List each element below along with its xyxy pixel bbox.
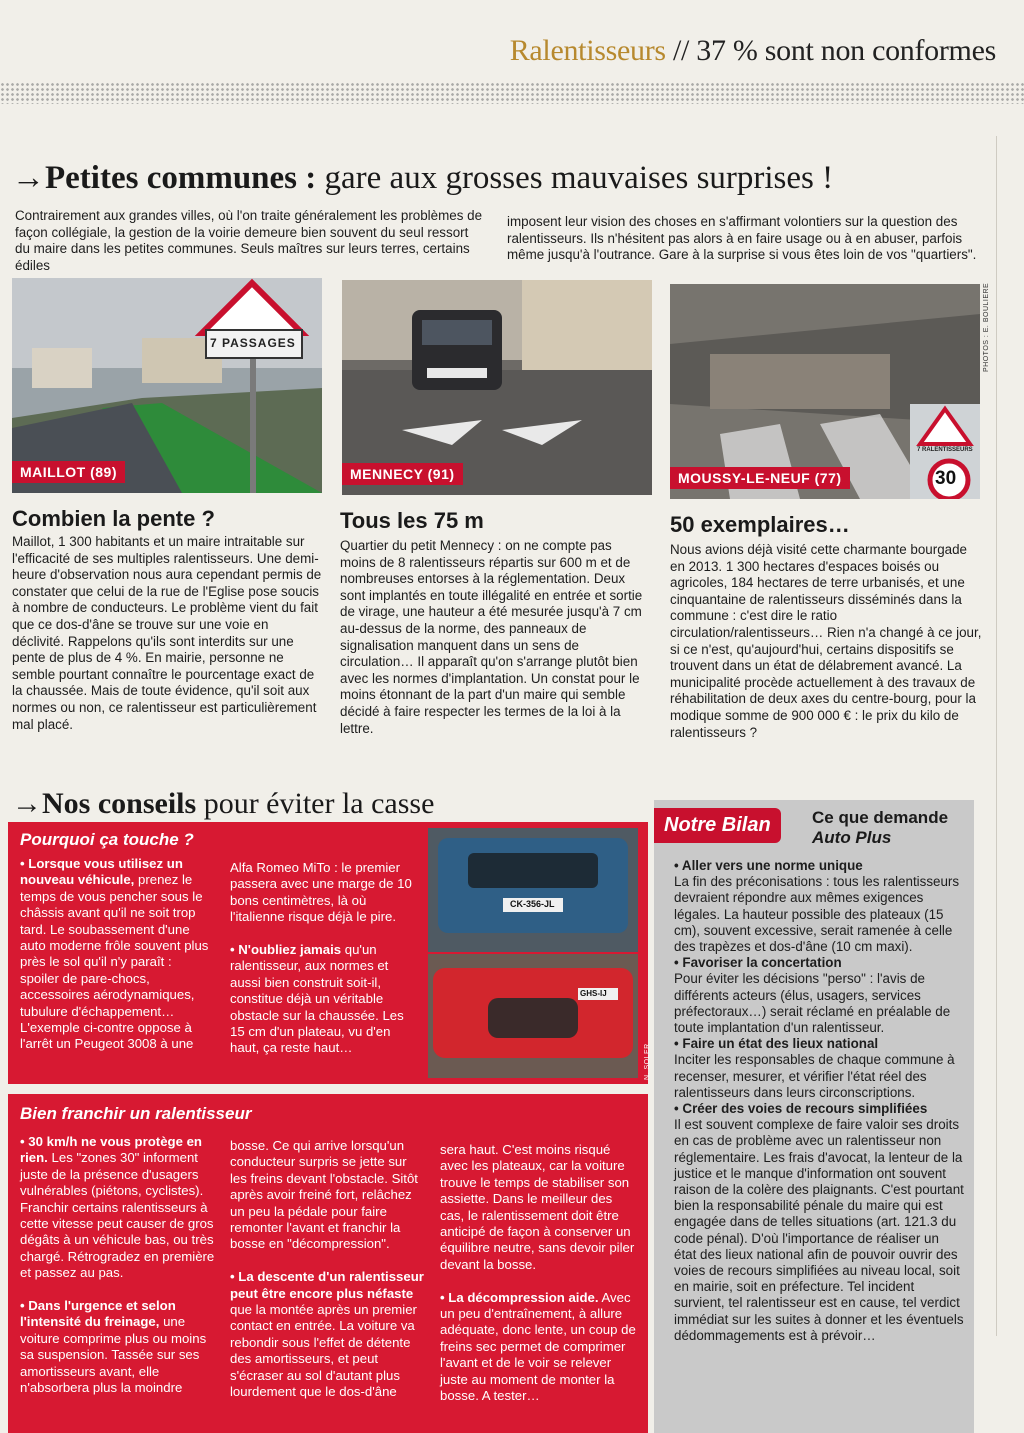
photo-credit: N. SOLER [644, 1043, 651, 1080]
article2-title [12, 786, 434, 822]
car-photos [428, 828, 638, 1078]
photo-tag: MENNECY (91) [342, 463, 463, 485]
bilan-sub1: Ce que demande [812, 808, 949, 827]
bilan-p2-bold: • Favoriser la concertation [674, 955, 842, 971]
box1-col2-text1: Alfa Romeo MiTo : le premier passera avec une marge de 10 bons centimètres, là où l'italienne risque déjà le pire. [230, 860, 412, 925]
photo-tag: MAILLOT (89) [12, 461, 125, 483]
article1-title [12, 160, 833, 196]
car-photos-image [428, 828, 638, 1078]
bilan-p3-bold: • Faire un état des lieux national [674, 1036, 879, 1052]
article1-title-bold: Petites communes : [45, 160, 317, 196]
photo-maillot [12, 278, 322, 493]
column-heading: Combien la pente ? [12, 506, 215, 531]
plate-text: CK-356-JL [510, 899, 555, 909]
bilan-tag: Notre Bilan [654, 808, 781, 843]
box1-col2 [230, 860, 420, 1057]
dotted-divider [0, 82, 1024, 104]
bilan-subtitle [812, 808, 948, 848]
page-header [510, 34, 996, 68]
column-heading: Tous les 75 m [340, 508, 484, 533]
box-title: Pourquoi ça touche ? [20, 830, 194, 849]
box1-col1-text: prenez le temps de vous pencher sous le châssis avant qu'il ne soit trop tard. Le soubassement d'une auto moderne frôle souvent plus près le sol qu'il n'y paraît : spoiler de pare-chocs, accessoires aérodynamiques, tubulure d'échappement… L'exemple ci-contre oppose à l'arrêt un Peugeot 3008 à une [20, 872, 209, 1052]
box1-col2-bold: • N'oubliez jamais [230, 942, 342, 958]
photo-tag: MOUSSY-LE-NEUF (77) [670, 467, 850, 489]
box-pourquoi [8, 822, 651, 1084]
header-title: 37 % sont non conformes [696, 34, 996, 67]
box2-col1 [20, 1134, 216, 1397]
photo-moussy [670, 284, 980, 499]
box1-col1 [20, 856, 212, 1053]
column-rule [996, 136, 997, 1336]
column-body: Quartier du petit Mennecy : on ne compte pas moins de 8 ralentisseurs répartis sur 600 m et de nombreuses entorses à la réglementation. Deux sont implantés en toute illégalité en entrée et sortie de virage, une hauteur a été mesurée jusqu'à 7 cm au-dessus de la norme, des panneaux de signalisation manquent dans un sens de circulation… Il apparaît qu'on s'arrange plutôt bien avec les normes d'implantation. Un constat pour le moins étonnant de la part d'un maire qui semble décidé à faire respecter les termes de la loi à la lettre. [340, 538, 643, 736]
box2-c2-text1: bosse. Ce qui arrive lorsqu'un conducteur surpris se jette sur les freins devant l'obstacle. Sitôt après avoir freiné fort, relâchez un peu la pédale pour faire remonter l'avant et franchir la bosse en "décompression". [230, 1138, 418, 1252]
intro-left: Contrairement aux grandes villes, où l'on traite généralement les problèmes de façon collégiale, la gestion de la voirie demeure bien souvent du seul ressort du maire dans les petites communes. Seuls maîtres sur leurs terres, certains édiles [15, 208, 483, 273]
box2-col3 [440, 1142, 636, 1405]
arrow-icon: → [12, 160, 45, 196]
bilan-sub2: Auto Plus [812, 828, 892, 847]
bilan-p4-text: Il est souvent complexe de faire valoir ses droits en cas de problème avec un ralentisseur non réglementaire. Les frais d'avocat, la lenteur de la justice et le manque d'information ont souvent raison de la colère des plaignants. C'est pourtant bien la responsabilité pénale du maire qui est engagée dans de telles situations (art. 121.3 du code pénal). D'où l'importance de réaliser un état des lieux national afin de pouvoir ouvrir des voies de recours simplifiées au niveau local, soit en mairie, soit en préfecture. Tel incident survient, tel ralentisseur est en cause, tel verdict immédiat sur les suites à donner et les éventuels dédommagements est à prévoir… [674, 1117, 964, 1343]
box1-col2-text2: qu'un ralentisseur, aux normes et aussi bien construit soit-il, constitue déjà un véritable obstacle sur la chaussée. Les 15 cm d'un plateau, vu d'en haut, ça reste haut… [230, 942, 404, 1056]
article2-title-bold: Nos conseils [42, 787, 197, 820]
box2-c3-text1: sera haut. C'est moins risqué avec les plateaux, car la voiture trouve le temps de stabiliser son assiette. Dans le meilleur des cas, le ralentissement doit être anticipé de façon à conserver un équilibre neutre, sans devoir piler devant la bosse. [440, 1142, 635, 1272]
box2-c2-bold: • La descente d'un ralentisseur peut être encore plus néfaste [230, 1269, 424, 1301]
header-separator: // [672, 34, 690, 67]
box2-c3-bold: • La décompression aide. [440, 1289, 599, 1305]
bilan-p2-text: Pour éviter les décisions "perso" : l'avis de différents acteurs (élus, usagers, services préfectoraux…) serait réclamé en préalable de toute implantation d'un ralentisseur. [674, 971, 951, 1036]
bilan-body [674, 858, 964, 1344]
plate-text: GHS-IJ [580, 989, 607, 998]
box2-c1-text1: Les "zones 30" informent juste de la présence d'usagers vulnérables (piétons, cyclistes). Franchir certains ralentisseurs à cette vitesse peut causer de gros dégâts à un véhicule bas, ou très chargé. Rétrogradez en première et passez au pas. [20, 1150, 215, 1281]
article2-title-rest: pour éviter la casse [196, 787, 435, 820]
bilan-box [654, 800, 974, 1433]
box2-c1-bold1: • 30 km/h ne vous protège en rien. [20, 1134, 202, 1166]
box-franchir [8, 1094, 648, 1433]
column-body: Nous avions déjà visité cette charmante bourgade en 2013. 1 300 hectares d'espaces boisés ou agricoles, 184 hectares de terre urbanisés, et une cinquantaine de ralentisseurs disséminés dans la commune : c'est dire le ratio circulation/ralentisseurs… Rien n'a changé à ce jour, si ce n'est, qu'aujourd'hui, certains dispositifs se trouvent dans un état de délabrement avancé. La municipalité procède actuellement à des travaux de réhabilitation de deux axes du centre-bourg, pour la modique somme de 900 000 € : le prix du kilo de ralentisseurs ? [670, 542, 982, 740]
sign-text: 7 PASSAGES [210, 336, 296, 350]
column-heading: 50 exemplaires… [670, 512, 850, 537]
section-name: Ralentisseurs [509, 34, 666, 67]
article1-title-rest: gare aux grosses mauvaises surprises ! [316, 160, 834, 196]
box-title: Bien franchir un ralentisseur [20, 1104, 252, 1123]
photo-mennecy [342, 280, 652, 495]
intro-right: imposent leur vision des choses en s'affirmant volontiers sur la question des ralentisseurs. Ils n'hésitent pas alors à en faire usage ou à en abuser, parfois même jusqu'à l'outrance. Gare à la surprise si vous êtes loin de vos "quartiers". [507, 214, 977, 263]
box2-col2 [230, 1138, 426, 1401]
box2-c2-text2: que la montée après un premier contact en entrée. La voiture va rebondir sous l'effet de détente des amortisseurs, et peut s'écraser au sol d'autant plus lourdement que le dos-d'âne [230, 1302, 417, 1400]
arrow-icon: → [12, 787, 42, 820]
photo-credit: PHOTOS : E. BOULIERE [983, 282, 990, 372]
sign-text: 7 RALENTISSEURS [917, 447, 973, 453]
speed-limit: 30 [935, 468, 957, 489]
box2-c1-bold2: • Dans l'urgence et selon l'intensité du freinage, [20, 1298, 176, 1330]
box1-col1-bold: • Lorsque vous utilisez un nouveau véhicule, [20, 856, 183, 888]
bilan-p3-text: Inciter les responsables de chaque commune à recenser, mesurer, et vérifier l'état réel des ralentisseurs dans leurs circonscriptions. [674, 1052, 955, 1100]
box2-c1-text2: une voiture comprime plus ou moins sa suspension. Tassée sur ses amortisseurs avant, elle n'absorbera plus la moindre [20, 1314, 207, 1396]
bilan-p4-bold: • Créer des voies de recours simplifiées [674, 1101, 928, 1117]
column-body: Maillot, 1 300 habitants et un maire intraitable sur l'efficacité de ses multiples ralentisseurs. Une demi-heure d'observation nous aura cependant permis de constater que celui de la rue de l'Eglise pose soucis à nombre de conducteurs. Le problème vient du fait que ce dos-d'âne se trouve sur une voie en déclivité. Rappelons qu'ils sont interdits sur une pente de plus de 4 %. En mairie, personne ne semble pourtant connaître le pourcentage exact de la chaussée. Mais de toute évidence, qu'il soit aux normes ou non, ce ralentisseur est particulièrement mal placé. [12, 534, 322, 732]
box2-c3-text2: Avec un peu d'entraînement, à allure adéquate, donc lente, un coup de freins sec permet de comprimer l'avant et de le voir se relever juste au moment de monter la bosse. A tester… [440, 1289, 636, 1404]
bilan-p1-bold: • Aller vers une norme unique [674, 858, 863, 873]
bilan-p1-text: La fin des préconisations : tous les ralentisseurs devraient répondre aux mêmes exigences légales. La hauteur possible des plateaux (15 cm), souvent excessive, serait ramenée à celle des trapèzes et dos-d'âne (10 cm maxi). [674, 874, 960, 955]
